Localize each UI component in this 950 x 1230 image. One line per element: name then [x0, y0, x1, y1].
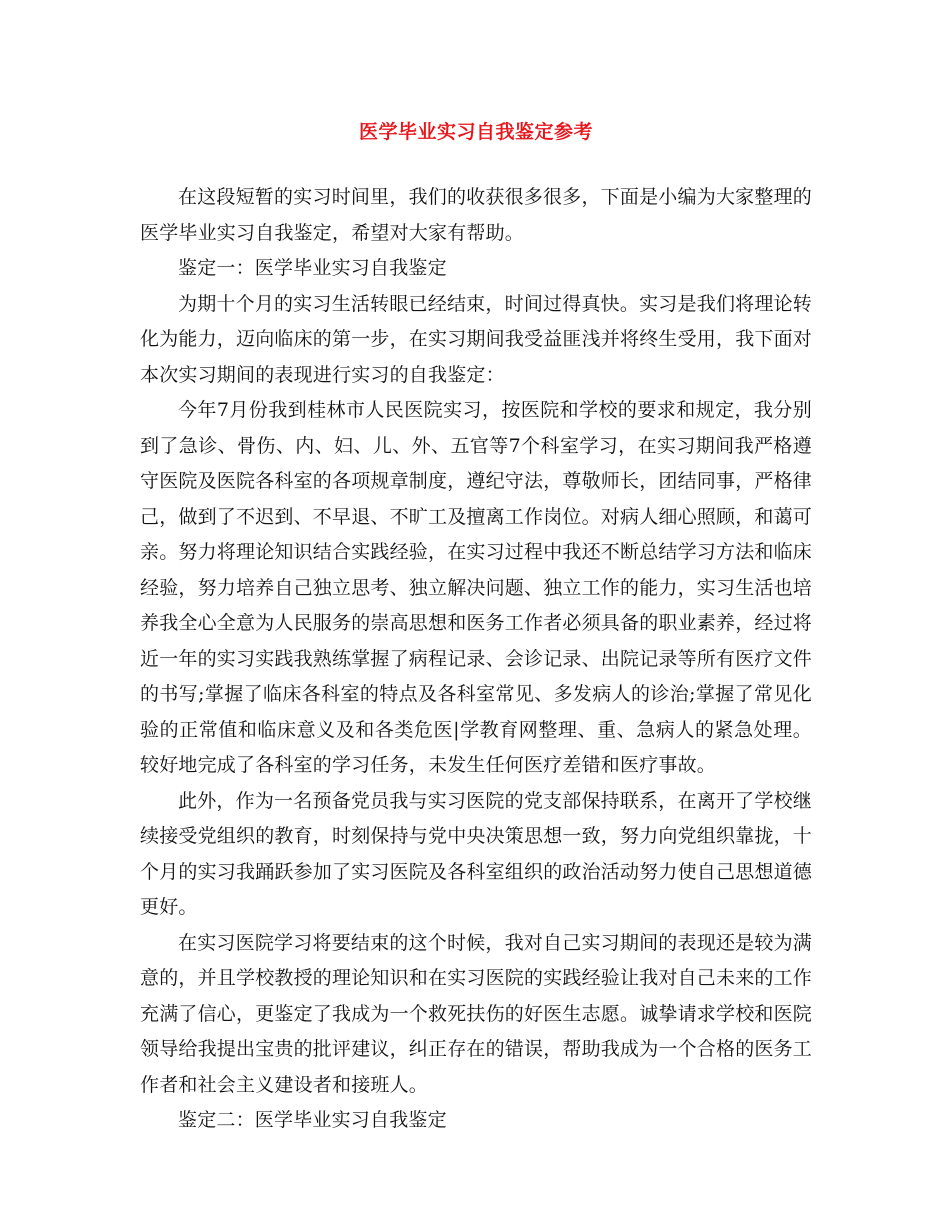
- paragraph-4: 在实习医院学习将要结束的这个时候，我对自己实习期间的表现还是较为满意的，并且学校教授的理论知识和在实习医院的实践经验让我对自己未来的工作充满了信心，更鉴定了我成为一个救死扶伤的好医生志愿。诚挚请求学校和医院领导给我提出宝贵的批评建议，纠正存在的错误，帮助我成为一个合格的医务工作者和社会主义建设者和接班人。: [140, 931, 813, 1096]
- document-page: [140, 118, 812, 1139]
- paragraph-intro: 在这段短暂的实习时间里，我们的收获很多很多，下面是小编为大家整理的医学毕业实习自我鉴定，希望对大家有帮助。: [140, 186, 812, 244]
- section-heading-1: 鉴定一：医学毕业实习自我鉴定: [178, 257, 447, 279]
- section-heading-2: 鉴定二：医学毕业实习自我鉴定: [178, 1109, 447, 1131]
- paragraph-1: 为期十个月的实习生活转眼已经结束，时间过得真快。实习是我们将理论转化为能力，迈向临床的第一步，在实习期间我受益匪浅并将终生受用，我下面对本次实习期间的表现进行实习的自我鉴定：: [140, 292, 813, 386]
- paragraph-3: 此外，作为一名预备党员我与实习医院的党支部保持联系，在离开了学校继续接受党组织的教育，时刻保持与党中央决策思想一致，努力向党组织靠拢，十个月的实习我踊跃参加了实习医院及各科室组织的政治活动努力使自己思想道德更好。: [140, 789, 813, 918]
- paragraph-2: 今年7月份我到桂林市人民医院实习，按医院和学校的要求和规定，我分别到了急诊、骨伤、内、妇、儿、外、五官等7个科室学习，在实习期间我严格遵守医院及医院各科室的各项规章制度，遵纪守法，尊敬师长，团结同事，严格律己，做到了不迟到、不早退、不旷工及擅离工作岗位。对病人细心照顾，和蔼可亲。努力将理论知识结合实践经验，在实习过程中我还不断总结学习方法和临床经验，努力培养自己独立思考、独立解决问题、独立工作的能力，实习生活也培养我全心全意为人民服务的崇高思想和医务工作者必须具备的职业素养，经过将近一年的实习实践我熟练掌握了病程记录、会诊记录、出院记录等所有医疗文件的书写;掌握了临床各科室的特点及各科室常见、多发病人的诊治;掌握了常见化验的正常值和临床意义及和各类危医|学教育网整理、重、急病人的紧急处理。较好地完成了各科室的学习任务，未发生任何医疗差错和医疗事故。: [140, 399, 813, 776]
- document-title: 医学毕业实习自我鉴定参考: [358, 121, 593, 143]
